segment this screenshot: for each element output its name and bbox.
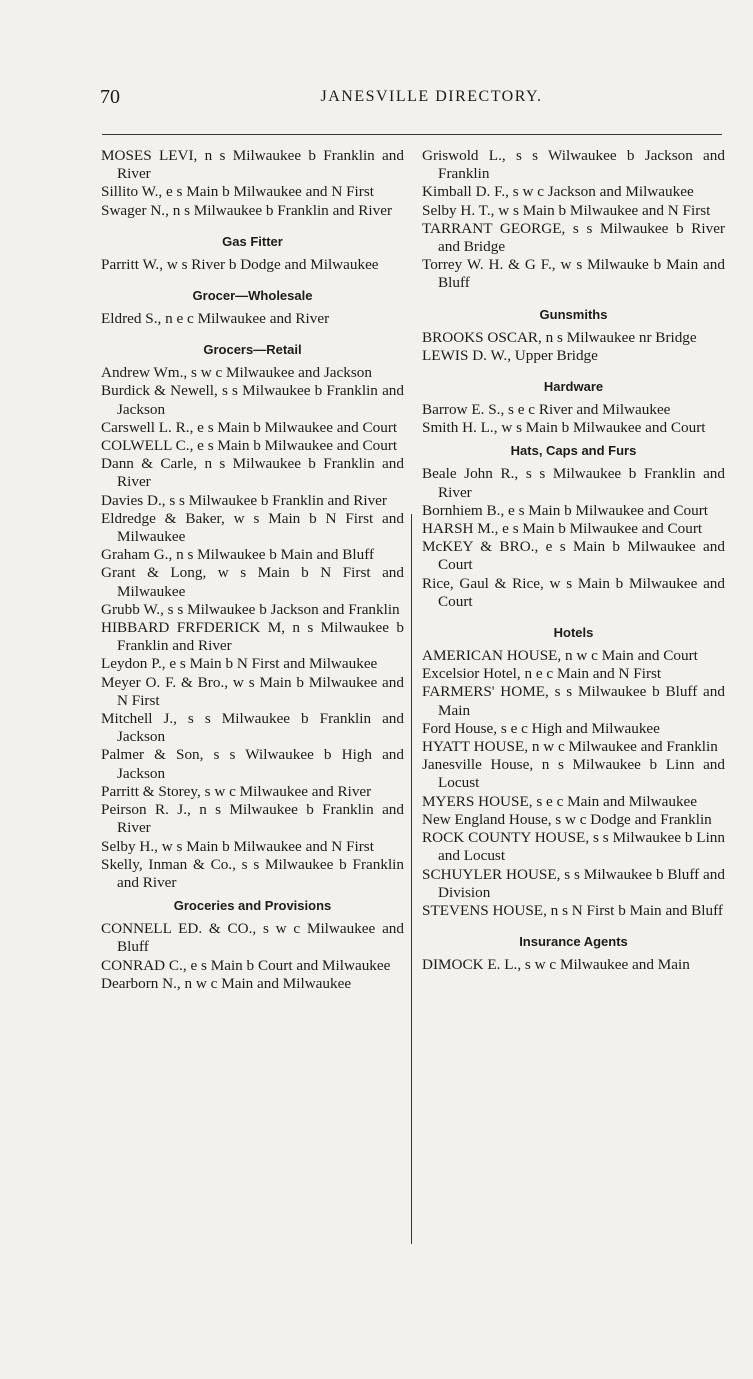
directory-entry: CONRAD C., e s Main b Court and Milwaukee xyxy=(101,956,391,974)
directory-entry: Grant & Long, w s Main b N First and Milwaukee xyxy=(101,564,404,600)
directory-entry: Rice, Gaul & Rice, w s Main b Milwaukee and Court xyxy=(422,574,725,610)
directory-entry: Burdick & Newell, s s Milwaukee b Franklin and Jackson xyxy=(101,382,404,418)
directory-entry: Eldred S., n e c Milwaukee and River xyxy=(101,310,330,328)
category-heading: Insurance Agents xyxy=(519,934,628,950)
category-heading: Hotels xyxy=(553,625,594,641)
directory-entry: Parritt & Storey, s w c Milwaukee and River xyxy=(101,782,372,800)
directory-entry: Kimball D. F., s w c Jackson and Milwaukee xyxy=(422,183,694,201)
directory-entry: FARMERS' HOME, s s Milwaukee b Bluff and Main xyxy=(422,683,725,719)
directory-entry: Carswell L. R., e s Main b Milwaukee and Court xyxy=(101,418,398,436)
directory-entry: Parritt W., w s River b Dodge and Milwaukee xyxy=(101,255,379,273)
directory-entry: SCHUYLER HOUSE, s s Milwaukee b Bluff and Division xyxy=(422,865,725,901)
directory-entry: Beale John R., s s Milwaukee b Franklin and River xyxy=(422,465,725,501)
column-divider xyxy=(411,514,412,1244)
directory-entry: Smith H. L., w s Main b Milwaukee and Court xyxy=(422,419,706,437)
directory-entry: Mitchell J., s s Milwaukee b Franklin and Jackson xyxy=(101,710,404,746)
directory-entry: Leydon P., e s Main b N First and Milwaukee xyxy=(101,655,378,673)
directory-entry: Torrey W. H. & G F., w s Milwauke b Main and Bluff xyxy=(422,256,725,292)
directory-entry: Dearborn N., n w c Main and Milwaukee xyxy=(101,974,352,992)
directory-entry: STEVENS HOUSE, n s N First b Main and Bluff xyxy=(422,901,723,919)
directory-entry: Barrow E. S., s e c River and Milwaukee xyxy=(422,401,671,419)
directory-entry: BROOKS OSCAR, n s Milwaukee nr Bridge xyxy=(422,328,697,346)
directory-entry: Excelsior Hotel, n e c Main and N First xyxy=(422,665,662,683)
directory-entry: Skelly, Inman & Co., s s Milwaukee b Franklin and River xyxy=(101,855,404,891)
directory-entry: Sillito W., e s Main b Milwaukee and N First xyxy=(101,183,374,201)
page-title: JANESVILLE DIRECTORY. xyxy=(320,88,543,105)
category-heading: Grocers—Retail xyxy=(203,342,302,358)
directory-entry: Andrew Wm., s w c Milwaukee and Jackson xyxy=(101,364,372,382)
directory-entry: Graham G., n s Milwaukee b Main and Bluff xyxy=(101,546,375,564)
directory-entry: Dann & Carle, n s Milwaukee b Franklin and River xyxy=(101,455,404,491)
category-heading: Gunsmiths xyxy=(539,306,608,322)
directory-entry: Ford House, s e c High and Milwaukee xyxy=(422,719,660,737)
page-header xyxy=(100,86,723,112)
directory-entry: MYERS HOUSE, s e c Main and Milwaukee xyxy=(422,792,698,810)
header-rule xyxy=(102,134,722,135)
directory-entry: DIMOCK E. L., s w c Milwaukee and Main xyxy=(422,956,690,974)
left-column xyxy=(101,147,404,993)
directory-entry: COLWELL C., e s Main b Milwaukee and Court xyxy=(101,437,398,455)
right-column xyxy=(422,147,725,974)
directory-entry: ROCK COUNTY HOUSE, s s Milwaukee b Linn and Locust xyxy=(422,829,725,865)
directory-entry: HYATT HOUSE, n w c Milwaukee and Franklin xyxy=(422,738,718,756)
directory-entry: Selby H., w s Main b Milwaukee and N First xyxy=(101,837,374,855)
directory-entry: TARRANT GEORGE, s s Milwaukee b River and Bridge xyxy=(422,219,725,256)
category-heading: Hardware xyxy=(543,379,604,395)
directory-entry: Janesville House, n s Milwaukee b Linn and Locust xyxy=(422,756,725,792)
directory-entry: LEWIS D. W., Upper Bridge xyxy=(422,346,598,364)
directory-entry: Grubb W., s s Milwaukee b Jackson and Franklin xyxy=(101,600,400,618)
directory-entry: AMERICAN HOUSE, n w c Main and Court xyxy=(422,647,698,665)
directory-entry: Meyer O. F. & Bro., w s Main b Milwaukee and N First xyxy=(101,673,404,709)
directory-entry: Eldredge & Baker, w s Main b N First and Milwaukee xyxy=(101,509,404,546)
directory-entry: Selby H. T., w s Main b Milwaukee and N First xyxy=(422,201,711,219)
directory-entry: Bornhiem B., e s Main b Milwaukee and Court xyxy=(422,501,708,519)
directory-entry: Peirson R. J., n s Milwaukee b Franklin and River xyxy=(101,801,404,837)
directory-entry: Griswold L., s s Wilwaukee b Jackson and Franklin xyxy=(422,147,725,183)
directory-entry: CONNELL ED. & CO., s w c Milwaukee and Bluff xyxy=(101,920,404,956)
directory-entry: New England House, s w c Dodge and Franklin xyxy=(422,810,712,828)
directory-entry: MOSES LEVI, n s Milwaukee b Franklin and River xyxy=(101,147,404,183)
directory-entry: HIBBARD FRFDERICK M, n s Milwaukee b Franklin and River xyxy=(101,619,404,655)
directory-entry: Davies D., s s Milwaukee b Franklin and River xyxy=(101,491,387,509)
page-number: 70 xyxy=(100,86,120,108)
directory-entry: Palmer & Son, s s Wilwaukee b High and Jackson xyxy=(101,746,404,782)
category-heading: Hats, Caps and Furs xyxy=(510,443,637,459)
category-heading: Groceries and Provisions xyxy=(173,898,332,914)
directory-entry: HARSH M., e s Main b Milwaukee and Court xyxy=(422,520,703,538)
category-heading: Gas Fitter xyxy=(222,233,283,249)
category-heading: Grocer—Wholesale xyxy=(192,288,313,304)
directory-entry: McKEY & BRO., e s Main b Milwaukee and Court xyxy=(422,538,725,574)
directory-entry: Swager N., n s Milwaukee b Franklin and River xyxy=(101,201,393,219)
